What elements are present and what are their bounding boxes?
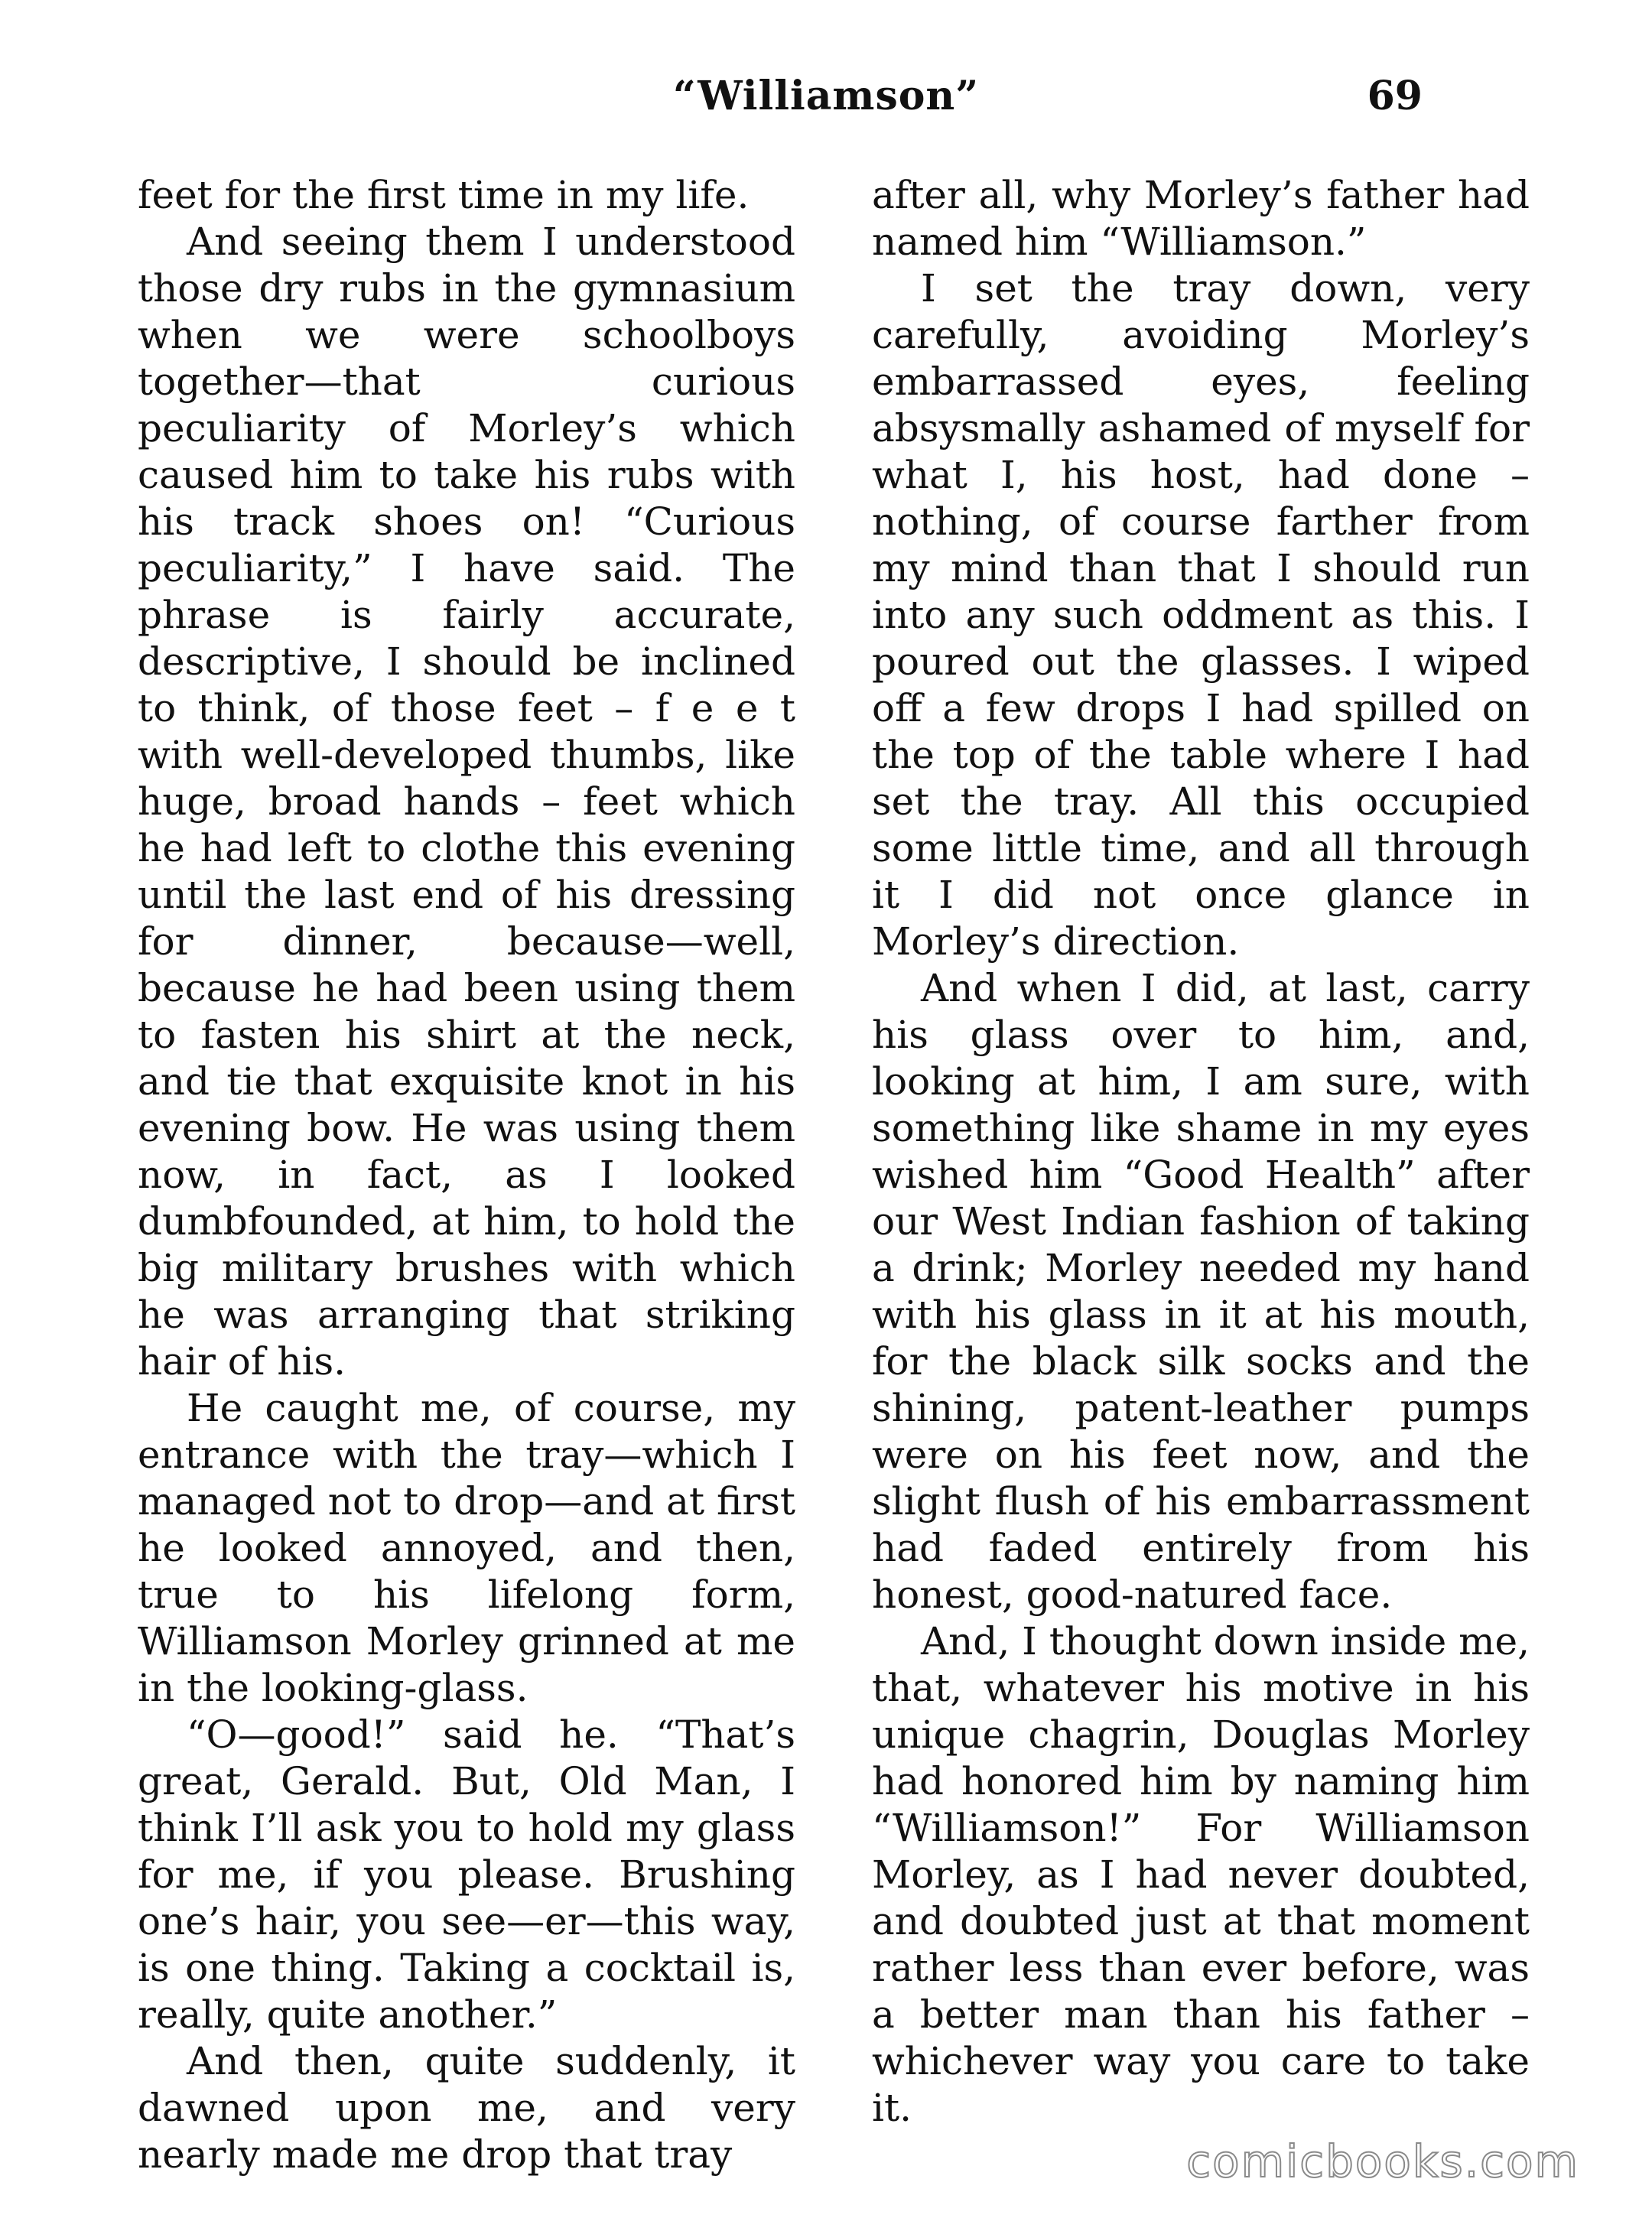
running-title: “Williamson” xyxy=(672,73,980,119)
right-column xyxy=(872,172,1530,2130)
watermark: comicbooks.com xyxy=(1186,2135,1579,2187)
paragraph: And seeing them I understood those dry rubs in the gymnasium when we were schoolboys together—that curious peculiarity of Morley’s which caused him to take his rubs with his track shoes on! “Curious peculiarity,” I have said. The phrase is fairly accurate, descriptive, I should be inclined to think, of those feet – f e e t with well-developed thumbs, like huge, broad hands – feet which he had left to clothe this evening until the last end of his dressing for dinner, because—well, because he had been using them to fasten his shirt at the neck, and tie that exquisite knot in his evening bow. He was using them now, in fact, as I looked dumbfounded, at him, to hold the big military brushes with which he was arranging that striking hair of his. xyxy=(138,220,795,1384)
paragraph: “O—good!” said he. “That’s great, Gerald. But, Old Man, I think I’ll ask you to hold my glass for me, if you please. Brushing one’s hair, you see—er—this way, is one thing. Taking a cocktail is, really, quite another.” xyxy=(138,1712,795,2037)
paragraph: And then, quite suddenly, it dawned upon me, and very nearly made me drop that tray xyxy=(138,2039,795,2177)
paragraph: And, I thought down inside me, that, whatever his motive in his unique chagrin, Douglas Morley had honored him by naming him “Williamson!” For Williamson Morley, as I had never doubted, and doubted just at that moment rather less than ever before, was a better man than his father – whichever way you care to take it. xyxy=(872,1619,1530,2130)
paragraph: after all, why Morley’s father had named him “Williamson.” xyxy=(872,173,1530,264)
left-column xyxy=(138,172,795,2177)
page-header xyxy=(138,73,1514,141)
page-number: 69 xyxy=(1367,73,1423,119)
paragraph: I set the tray down, very carefully, avoiding Morley’s embarrassed eyes, feeling absysmally ashamed of myself for what I, his host, had done – nothing, of course farther from my mind than that I should run into any such oddment as this. I poured out the glasses. I wiped off a few drops I had spilled on the top of the table where I had set the tray. All this occupied some little time, and all through it I did not once glance in Morley’s direction. xyxy=(872,266,1530,964)
paragraph: feet for the first time in my life. xyxy=(138,173,750,217)
paragraph: He caught me, of course, my entrance with the tray—which I managed not to drop—and at first he looked annoyed, and then, true to his lifelong form, Williamson Morley grinned at me in the looking-glass. xyxy=(138,1386,795,1710)
paragraph: And when I did, at last, carry his glass over to him, and, looking at him, I am sure, with something like shame in my eyes wished him “Good Health” after our West Indian fashion of taking a drink; Morley needed my hand with his glass in it at his mouth, for the black silk socks and the shining, patent-leather pumps were on his feet now, and the slight flush of his embarrassment had faded entirely from his honest, good-natured face. xyxy=(872,966,1530,1617)
